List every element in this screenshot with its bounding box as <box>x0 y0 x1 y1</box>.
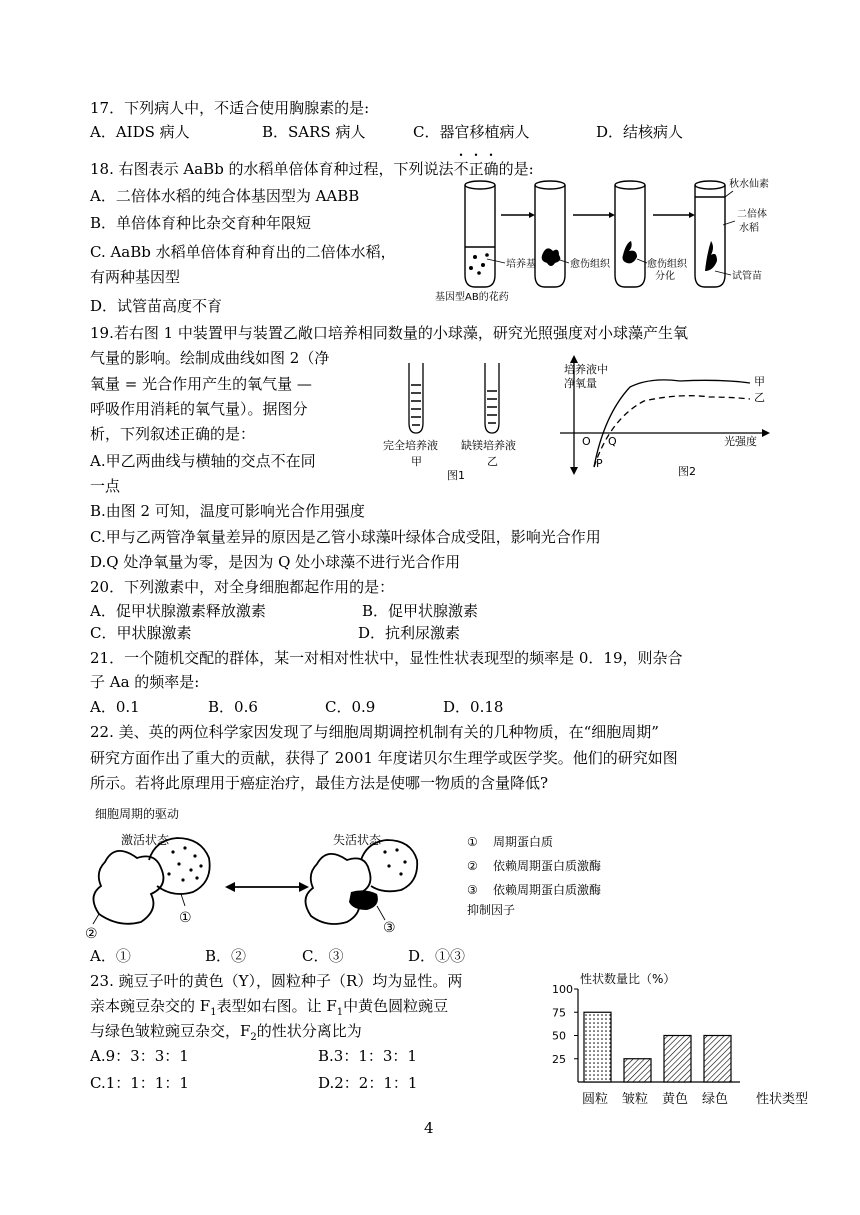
fig2-ylabel-2: 净氧量 <box>564 377 597 390</box>
q17-option-c: C．器官移植病人 <box>413 123 530 141</box>
chart-ytick-label: 25 <box>552 1052 566 1066</box>
q22-stem-3: 所示。若将此原理用于癌症治疗，最佳方法是使哪一物质的含量降低? <box>90 774 549 792</box>
q22-fig-title: 细胞周期的驱动 <box>95 807 180 821</box>
q19-option-c: C.甲与乙两管净氧量差异的原因是乙管小球藻叶绿体合成受阻，影响光合作用 <box>90 528 601 546</box>
q19-option-d: D.Q 处净氧量为零，是因为 Q 处小球藻不进行光合作用 <box>90 553 461 571</box>
chart-bar-2 <box>664 1036 691 1083</box>
chart-ytick-label: 50 <box>552 1029 566 1043</box>
label-seedling: 试管苗 <box>732 271 762 282</box>
q19-stem-4: 呼吸作用消耗的氧气量）。据图分 <box>90 400 308 418</box>
q23-bar-chart <box>540 965 820 1110</box>
chart-xlabel: 性状类型 <box>756 1092 809 1107</box>
chart-category-label: 圆粒 <box>582 1092 609 1107</box>
fig2-jia: 甲 <box>754 375 765 388</box>
label-medium: 培养基 <box>506 259 536 270</box>
q22-option-a: A．① <box>90 947 131 965</box>
label-callus: 愈伤组织 <box>570 259 610 270</box>
q22-legend-num-1: ① <box>467 835 478 849</box>
q22-option-b: B．② <box>205 947 247 965</box>
q18-option-b: B．单倍体育种比杂交育种年限短 <box>90 214 312 232</box>
q22-fig-active: 激活状态 <box>121 833 170 847</box>
chart-category-label: 绿色 <box>702 1092 729 1107</box>
q21-option-c: C．0.9 <box>325 698 376 716</box>
q19-figure-2 <box>560 355 775 485</box>
fig2-ylabel-1: 培养液中 <box>564 363 608 376</box>
q21-option-d: D．0.18 <box>443 698 504 716</box>
q23-stem-1: 23. 豌豆子叶的黄色（Y），圆粒种子（R）均为显性。两 <box>90 972 463 990</box>
q22-legend-text-2: 依赖周期蛋白质激酶 <box>493 859 602 873</box>
chart-ytick-label: 75 <box>552 1006 566 1020</box>
chart-ytick-label: 100 <box>552 983 573 996</box>
q22-legend-text-3: 依赖周期蛋白质激酶 <box>493 883 602 897</box>
q18-option-a: A．二倍体水稻的纯合体基因型为 AABB <box>90 187 360 205</box>
fig2-yi: 乙 <box>754 391 765 404</box>
q19-option-b: B.由图 2 可知，温度可影响光合作用强度 <box>90 502 365 520</box>
q19-option-a: A.甲乙两曲线与横轴的交点不在同 <box>90 452 316 470</box>
q22-stem-1: 22. 美、英的两位科学家因发现了与细胞周期调控机制有关的几种物质，在“细胞周期” <box>90 723 659 741</box>
q22-fig-mark3: ③ <box>383 920 396 936</box>
label-diff1: 愈伤组织 <box>647 259 687 270</box>
q23-option-c: C.1：1：1：1 <box>90 1074 189 1092</box>
chart-bar-0 <box>584 1012 611 1082</box>
q19-stem-5: 析，下列叙述正确的是： <box>90 425 256 443</box>
fig1-tube2-label: 缺镁培养液 <box>461 439 516 452</box>
q22-legend-text-1: 周期蛋白质 <box>493 835 554 849</box>
q17-option-d: D．结核病人 <box>596 123 684 141</box>
q22-fig-mark1: ① <box>179 910 192 926</box>
q23-option-b: B.3：1：3：1 <box>318 1047 417 1065</box>
q19-stem-1: 19.若右图 1 中装置甲与装置乙敞口培养相同数量的小球藻，研究光照强度对小球藻产生氧 <box>90 324 688 342</box>
q19-stem-2: 气量的影响。绘制成曲线如图 2（净 <box>90 349 330 367</box>
q22-figure <box>85 802 665 942</box>
q21-stem-2: 子 Aa 的频率是: <box>90 673 200 691</box>
fig2-q: Q <box>608 435 617 448</box>
chart-category-label: 皱粒 <box>622 1092 649 1107</box>
label-diploid2: 水稻 <box>739 223 759 234</box>
q18-option-d: D．试管苗高度不育 <box>90 297 223 315</box>
q23-stem-3: 与绿色皱粒豌豆杂交，$F_2$的性状分离比为 <box>90 1022 362 1043</box>
q19-figure-1 <box>375 355 575 485</box>
q22-fig-mark2: ② <box>85 926 98 942</box>
q22-option-d: D．①③ <box>408 947 466 965</box>
fig2-origin: O <box>582 435 591 448</box>
q17-stem: 17．下列病人中，不适合使用胸腺素的是: <box>90 99 370 117</box>
q19-stem-3: 氧量 = 光合作用产生的氧气量 — <box>90 375 312 393</box>
q18-option-c: C. AaBb 水稻单倍体育种育出的二倍体水稻， <box>90 243 396 261</box>
q20-option-a: A．促甲状腺激素释放激素 <box>90 602 266 620</box>
q23-option-d: D.2：2：1：1 <box>318 1074 418 1092</box>
chart-bar-1 <box>624 1059 651 1082</box>
q23-stem-2: 亲本豌豆杂交的 $F_1$表型如右图。让 $F_1$中黄色圆粒豌豆 <box>90 997 449 1018</box>
fig2-xlabel: 光强度 <box>724 435 757 448</box>
label-pollen: 基因型AB的花药 <box>435 292 509 303</box>
q20-option-c: C．甲状腺激素 <box>90 624 192 642</box>
chart-category-label: 黄色 <box>662 1092 689 1107</box>
fig2-caption: 图2 <box>678 465 696 478</box>
q21-option-b: B．0.6 <box>208 698 258 716</box>
fig2-p: P <box>596 457 603 470</box>
q20-option-d: D．抗利尿激素 <box>358 624 461 642</box>
fig1-caption: 图1 <box>447 469 465 482</box>
q18-figure <box>425 175 770 303</box>
q18-stem: 18. 右图表示 AaBb 的水稻单倍体育种过程，下列说法不正确的是: <box>90 160 534 178</box>
q21-option-a: A．0.1 <box>90 698 140 716</box>
q22-stem-2: 研究方面作出了重大的贡献，获得了 2001 年度诺贝尔生理学或医学奖。他们的研究如图 <box>90 749 678 767</box>
q17-option-a: A．AIDS 病人 <box>90 123 190 141</box>
q18-option-c-cont: 有两种基因型 <box>90 268 181 286</box>
q22-legend-num-3: ③ <box>467 883 478 897</box>
label-colchicine: 秋水仙素 <box>729 179 769 190</box>
fig1-tube2-name: 乙 <box>487 455 498 468</box>
q21-stem-1: 21．一个随机交配的群体，某一对相对性状中，显性性状表现型的频率是 0．19，则杂合 <box>90 649 683 667</box>
label-diff2: 分化 <box>655 271 675 282</box>
q20-stem: 20．下列激素中，对全身细胞都起作用的是： <box>90 578 395 596</box>
q18-emphasis: 不正确 <box>453 160 499 178</box>
chart-ylabel: 性状数量比（%） <box>580 972 676 986</box>
fig1-tube1-label: 完全培养液 <box>383 439 438 452</box>
chart-bar-3 <box>704 1036 731 1083</box>
q22-legend-extra: 抑制因子 <box>467 903 516 917</box>
q20-option-b: B．促甲状腺激素 <box>362 602 479 620</box>
q22-legend-num-2: ② <box>467 859 478 873</box>
label-diploid1: 二倍体 <box>737 209 767 220</box>
q22-option-c: C．③ <box>302 947 344 965</box>
q22-fig-inactive: 失活状态 <box>333 833 382 847</box>
q23-option-a: A.9：3：3：1 <box>90 1047 189 1065</box>
q19-option-a-cont: 一点 <box>90 477 121 495</box>
page-number: 4 <box>424 1119 434 1137</box>
fig1-tube1-name: 甲 <box>411 455 422 468</box>
q17-option-b: B．SARS 病人 <box>262 123 366 141</box>
